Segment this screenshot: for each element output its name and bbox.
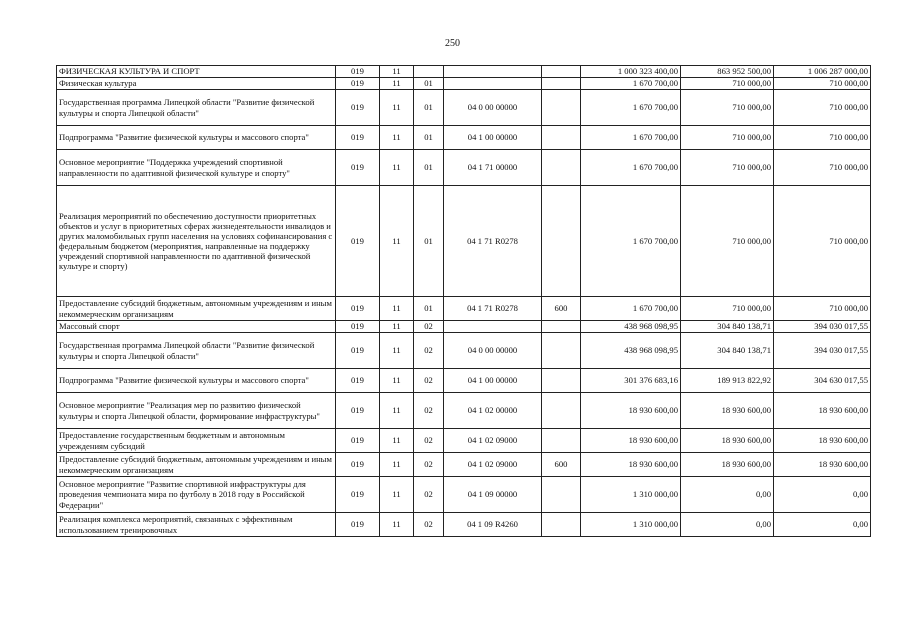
budget-table xyxy=(56,65,871,537)
cell-amount-3: 394 030 017,55 xyxy=(774,321,871,333)
cell-amount-1: 1 670 700,00 xyxy=(581,150,681,186)
cell-code: 019 xyxy=(336,477,380,513)
cell-code: 019 xyxy=(336,297,380,321)
table-row xyxy=(57,150,871,186)
cell-amount-2: 710 000,00 xyxy=(681,297,774,321)
cell-amount-1: 438 968 098,95 xyxy=(581,321,681,333)
cell-name: Массовый спорт xyxy=(57,321,336,333)
cell-expense-kind xyxy=(542,513,581,537)
cell-name: Реализация комплекса мероприятий, связанных с эффективным использованием тренировочных xyxy=(57,513,336,537)
cell-name: Подпрограмма "Развитие физической культуры и массового спорта" xyxy=(57,126,336,150)
cell-name: Реализация мероприятий по обеспечению доступности приоритетных объектов и услуг в приоритетных сферах жизнедеятельности инвалидов и других маломобильных групп населения на условиях софинансирования с федеральным бюджетом (мероприятия, направленные на поддержку учреждений спортивной направленности по адаптивной физической культуре и спорту) xyxy=(57,186,336,297)
cell-amount-3: 304 630 017,55 xyxy=(774,369,871,393)
cell-code: 019 xyxy=(336,126,380,150)
cell-amount-3: 710 000,00 xyxy=(774,126,871,150)
cell-section: 11 xyxy=(380,513,414,537)
cell-amount-3: 710 000,00 xyxy=(774,150,871,186)
cell-amount-1: 1 670 700,00 xyxy=(581,78,681,90)
cell-name: Предоставление субсидий бюджетным, автономным учреждениям и иным некоммерческим организациям xyxy=(57,453,336,477)
cell-target-article: 04 1 71 00000 xyxy=(444,150,542,186)
cell-target-article: 04 1 09 R4260 xyxy=(444,513,542,537)
cell-subsection: 02 xyxy=(414,393,444,429)
cell-target-article: 04 1 02 00000 xyxy=(444,393,542,429)
cell-amount-2: 304 840 138,71 xyxy=(681,321,774,333)
cell-expense-kind: 600 xyxy=(542,453,581,477)
cell-amount-2: 710 000,00 xyxy=(681,126,774,150)
cell-amount-3: 18 930 600,00 xyxy=(774,429,871,453)
cell-amount-2: 18 930 600,00 xyxy=(681,429,774,453)
cell-amount-1: 1 670 700,00 xyxy=(581,126,681,150)
cell-amount-3: 710 000,00 xyxy=(774,78,871,90)
cell-expense-kind xyxy=(542,150,581,186)
cell-subsection: 02 xyxy=(414,513,444,537)
cell-section: 11 xyxy=(380,321,414,333)
cell-expense-kind xyxy=(542,393,581,429)
cell-name: Государственная программа Липецкой области "Развитие физической культуры и спорта Липецкой области" xyxy=(57,90,336,126)
cell-target-article: 04 1 00 00000 xyxy=(444,126,542,150)
cell-target-article xyxy=(444,321,542,333)
cell-expense-kind xyxy=(542,477,581,513)
cell-section: 11 xyxy=(380,429,414,453)
table-row xyxy=(57,393,871,429)
table-row xyxy=(57,90,871,126)
cell-amount-2: 189 913 822,92 xyxy=(681,369,774,393)
cell-subsection: 02 xyxy=(414,453,444,477)
cell-amount-2: 18 930 600,00 xyxy=(681,393,774,429)
cell-section: 11 xyxy=(380,90,414,126)
cell-expense-kind xyxy=(542,78,581,90)
cell-expense-kind xyxy=(542,66,581,78)
table-row xyxy=(57,369,871,393)
cell-name: Предоставление государственным бюджетным и автономным учреждениям субсидий xyxy=(57,429,336,453)
cell-amount-1: 1 670 700,00 xyxy=(581,90,681,126)
cell-amount-1: 18 930 600,00 xyxy=(581,429,681,453)
table-row xyxy=(57,333,871,369)
cell-amount-1: 18 930 600,00 xyxy=(581,453,681,477)
cell-subsection: 01 xyxy=(414,126,444,150)
cell-amount-3: 710 000,00 xyxy=(774,297,871,321)
cell-target-article: 04 1 02 09000 xyxy=(444,429,542,453)
cell-subsection xyxy=(414,66,444,78)
cell-code: 019 xyxy=(336,90,380,126)
cell-amount-3: 0,00 xyxy=(774,513,871,537)
table-row xyxy=(57,453,871,477)
cell-amount-3: 394 030 017,55 xyxy=(774,333,871,369)
cell-target-article: 04 1 71 R0278 xyxy=(444,297,542,321)
cell-section: 11 xyxy=(380,393,414,429)
page-number: 250 xyxy=(445,38,460,49)
cell-section: 11 xyxy=(380,333,414,369)
cell-expense-kind xyxy=(542,90,581,126)
cell-amount-1: 1 310 000,00 xyxy=(581,477,681,513)
cell-section: 11 xyxy=(380,477,414,513)
cell-target-article: 04 0 00 00000 xyxy=(444,90,542,126)
cell-code: 019 xyxy=(336,186,380,297)
cell-target-article xyxy=(444,66,542,78)
cell-code: 019 xyxy=(336,78,380,90)
cell-code: 019 xyxy=(336,321,380,333)
cell-amount-3: 710 000,00 xyxy=(774,90,871,126)
cell-expense-kind xyxy=(542,126,581,150)
cell-amount-3: 18 930 600,00 xyxy=(774,393,871,429)
cell-code: 019 xyxy=(336,369,380,393)
cell-code: 019 xyxy=(336,393,380,429)
cell-target-article: 04 1 71 R0278 xyxy=(444,186,542,297)
cell-amount-3: 18 930 600,00 xyxy=(774,453,871,477)
cell-subsection: 02 xyxy=(414,369,444,393)
cell-subsection: 02 xyxy=(414,321,444,333)
cell-target-article: 04 1 02 09000 xyxy=(444,453,542,477)
cell-amount-1: 1 000 323 400,00 xyxy=(581,66,681,78)
cell-amount-1: 301 376 683,16 xyxy=(581,369,681,393)
cell-section: 11 xyxy=(380,453,414,477)
cell-name: Физическая культура xyxy=(57,78,336,90)
cell-amount-3: 710 000,00 xyxy=(774,186,871,297)
cell-subsection: 02 xyxy=(414,429,444,453)
cell-amount-1: 438 968 098,95 xyxy=(581,333,681,369)
cell-subsection: 01 xyxy=(414,186,444,297)
table-row xyxy=(57,513,871,537)
cell-code: 019 xyxy=(336,150,380,186)
table-row xyxy=(57,429,871,453)
cell-amount-3: 0,00 xyxy=(774,477,871,513)
table-body xyxy=(57,66,871,537)
cell-section: 11 xyxy=(380,66,414,78)
cell-amount-2: 18 930 600,00 xyxy=(681,453,774,477)
cell-section: 11 xyxy=(380,297,414,321)
cell-target-article: 04 0 00 00000 xyxy=(444,333,542,369)
cell-amount-2: 710 000,00 xyxy=(681,150,774,186)
cell-subsection: 01 xyxy=(414,150,444,186)
cell-name: Основное мероприятие "Поддержка учреждений спортивной направленности по адаптивной физической культуре и спорту" xyxy=(57,150,336,186)
cell-expense-kind xyxy=(542,369,581,393)
cell-code: 019 xyxy=(336,66,380,78)
cell-section: 11 xyxy=(380,186,414,297)
table-row xyxy=(57,186,871,297)
cell-target-article xyxy=(444,78,542,90)
cell-amount-2: 710 000,00 xyxy=(681,186,774,297)
cell-amount-2: 0,00 xyxy=(681,477,774,513)
cell-expense-kind xyxy=(542,429,581,453)
cell-section: 11 xyxy=(380,126,414,150)
cell-subsection: 02 xyxy=(414,333,444,369)
cell-expense-kind xyxy=(542,333,581,369)
cell-code: 019 xyxy=(336,453,380,477)
cell-amount-1: 1 310 000,00 xyxy=(581,513,681,537)
table-row xyxy=(57,126,871,150)
cell-amount-2: 710 000,00 xyxy=(681,78,774,90)
cell-section: 11 xyxy=(380,369,414,393)
cell-name: ФИЗИЧЕСКАЯ КУЛЬТУРА И СПОРТ xyxy=(57,66,336,78)
cell-expense-kind xyxy=(542,186,581,297)
table-row xyxy=(57,297,871,321)
table-row xyxy=(57,78,871,90)
cell-target-article: 04 1 00 00000 xyxy=(444,369,542,393)
table-row xyxy=(57,66,871,78)
cell-expense-kind: 600 xyxy=(542,297,581,321)
cell-amount-1: 18 930 600,00 xyxy=(581,393,681,429)
cell-section: 11 xyxy=(380,78,414,90)
cell-name: Основное мероприятие "Развитие спортивной инфраструктуры для проведения чемпионата мира по футболу в 2018 году в Российской Федерации" xyxy=(57,477,336,513)
cell-name: Основное мероприятие "Реализация мер по развитию физической культуры и спорта Липецкой области, формирование инфраструктуры" xyxy=(57,393,336,429)
cell-amount-3: 1 006 287 000,00 xyxy=(774,66,871,78)
cell-amount-2: 304 840 138,71 xyxy=(681,333,774,369)
cell-subsection: 01 xyxy=(414,90,444,126)
cell-subsection: 01 xyxy=(414,78,444,90)
cell-subsection: 01 xyxy=(414,297,444,321)
cell-amount-2: 0,00 xyxy=(681,513,774,537)
cell-code: 019 xyxy=(336,513,380,537)
cell-name: Государственная программа Липецкой области "Развитие физической культуры и спорта Липецкой области" xyxy=(57,333,336,369)
cell-amount-1: 1 670 700,00 xyxy=(581,186,681,297)
cell-code: 019 xyxy=(336,333,380,369)
table-row xyxy=(57,477,871,513)
cell-section: 11 xyxy=(380,150,414,186)
cell-subsection: 02 xyxy=(414,477,444,513)
cell-amount-1: 1 670 700,00 xyxy=(581,297,681,321)
cell-amount-2: 710 000,00 xyxy=(681,90,774,126)
cell-name: Подпрограмма "Развитие физической культуры и массового спорта" xyxy=(57,369,336,393)
cell-code: 019 xyxy=(336,429,380,453)
cell-name: Предоставление субсидий бюджетным, автономным учреждениям и иным некоммерческим организациям xyxy=(57,297,336,321)
cell-amount-2: 863 952 500,00 xyxy=(681,66,774,78)
cell-expense-kind xyxy=(542,321,581,333)
cell-target-article: 04 1 09 00000 xyxy=(444,477,542,513)
table-row xyxy=(57,321,871,333)
